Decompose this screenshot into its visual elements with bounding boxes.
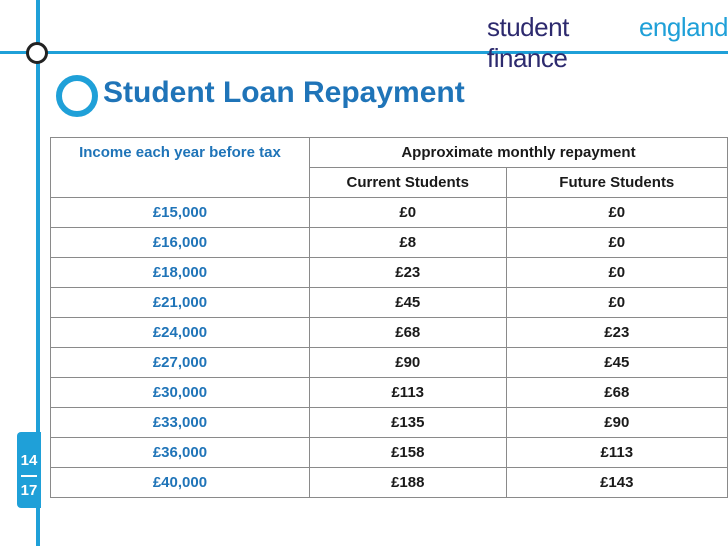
current-repayment-cell: £23 <box>309 258 506 288</box>
header-income: Income each year before tax <box>51 138 310 198</box>
future-repayment-cell: £113 <box>506 438 727 468</box>
table-row <box>51 438 728 468</box>
table-row <box>51 228 728 258</box>
table-header-row <box>51 138 728 168</box>
income-cell: £30,000 <box>51 378 310 408</box>
income-cell: £40,000 <box>51 468 310 498</box>
table-row <box>51 348 728 378</box>
table-row <box>51 408 728 438</box>
page-number-total: 17 <box>20 482 38 499</box>
future-repayment-cell: £45 <box>506 348 727 378</box>
income-cell: £36,000 <box>51 438 310 468</box>
slide-title: Student Loan Repayment <box>103 76 465 109</box>
header-repayment: Approximate monthly repayment <box>309 138 727 168</box>
future-repayment-cell: £90 <box>506 408 727 438</box>
student-finance-england-logo <box>487 12 728 74</box>
page-number-divider <box>21 475 37 477</box>
page-number-current: 14 <box>20 452 38 469</box>
table-row <box>51 468 728 498</box>
future-repayment-cell: £0 <box>506 288 727 318</box>
income-cell: £27,000 <box>51 348 310 378</box>
table-row <box>51 318 728 348</box>
current-repayment-cell: £188 <box>309 468 506 498</box>
current-repayment-cell: £8 <box>309 228 506 258</box>
logo-text-primary: student finance <box>487 12 569 73</box>
income-cell: £18,000 <box>51 258 310 288</box>
current-repayment-cell: £158 <box>309 438 506 468</box>
future-repayment-cell: £143 <box>506 468 727 498</box>
future-repayment-cell: £0 <box>506 258 727 288</box>
income-cell: £15,000 <box>51 198 310 228</box>
current-repayment-cell: £45 <box>309 288 506 318</box>
future-repayment-cell: £68 <box>506 378 727 408</box>
repayment-table <box>50 137 728 498</box>
current-repayment-cell: £90 <box>309 348 506 378</box>
logo-text-secondary: england <box>638 12 728 42</box>
table-row <box>51 258 728 288</box>
current-repayment-cell: £0 <box>309 198 506 228</box>
subheader-current: Current Students <box>309 168 506 198</box>
page-number-tab <box>17 432 41 508</box>
income-cell: £24,000 <box>51 318 310 348</box>
subheader-future: Future Students <box>506 168 727 198</box>
current-repayment-cell: £68 <box>309 318 506 348</box>
future-repayment-cell: £23 <box>506 318 727 348</box>
title-ring-icon <box>56 75 98 117</box>
future-repayment-cell: £0 <box>506 228 727 258</box>
income-cell: £21,000 <box>51 288 310 318</box>
current-repayment-cell: £135 <box>309 408 506 438</box>
future-repayment-cell: £0 <box>506 198 727 228</box>
table-row <box>51 288 728 318</box>
income-cell: £16,000 <box>51 228 310 258</box>
table-row <box>51 198 728 228</box>
current-repayment-cell: £113 <box>309 378 506 408</box>
table-row <box>51 378 728 408</box>
line-node-decoration <box>26 42 48 64</box>
income-cell: £33,000 <box>51 408 310 438</box>
